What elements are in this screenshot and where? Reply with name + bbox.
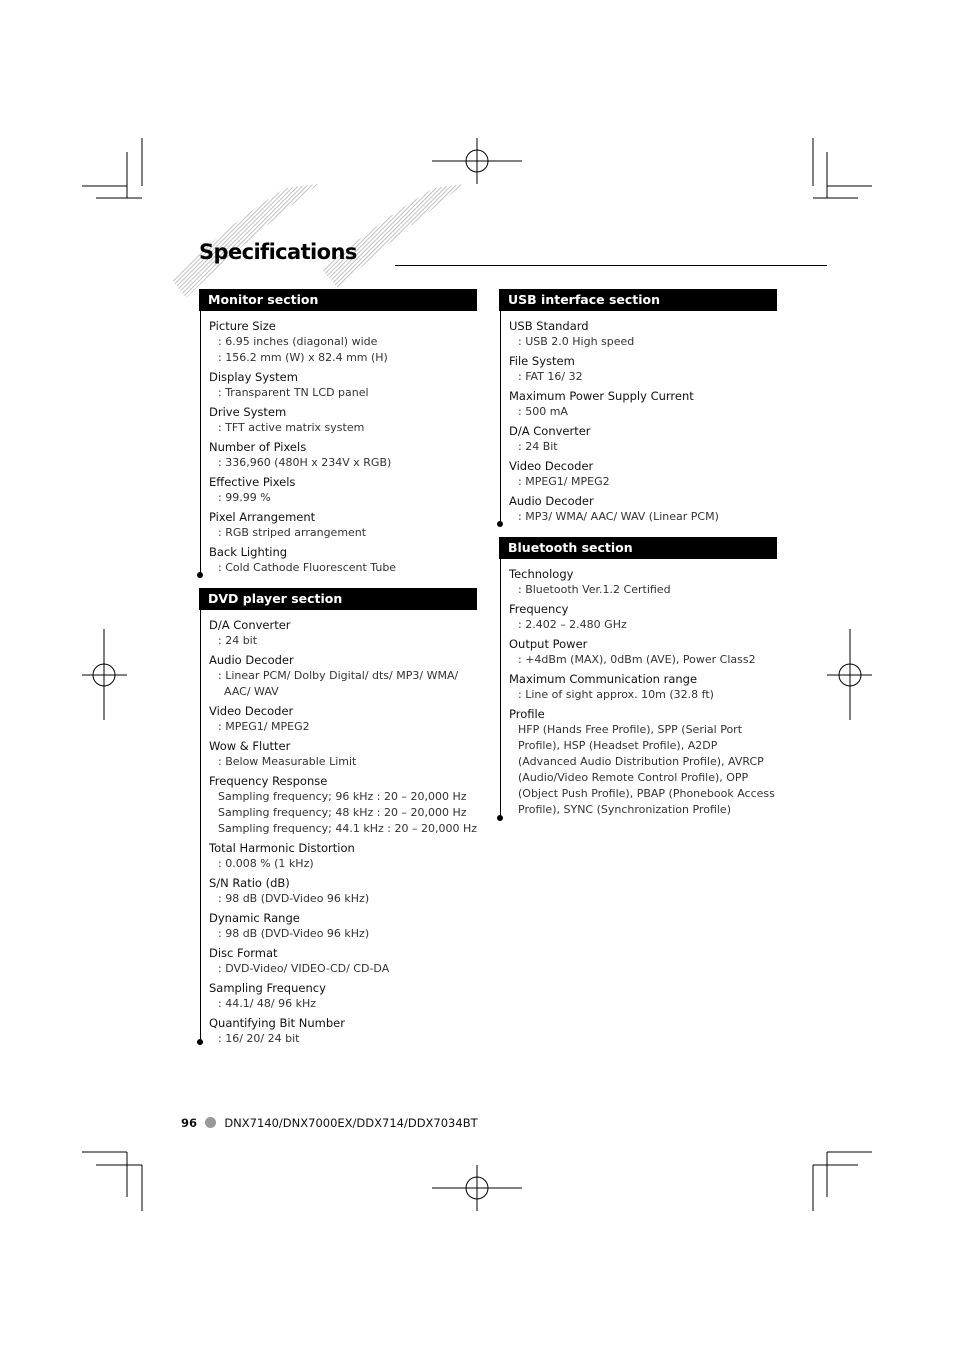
spec-value: : 98 dB (DVD-Video 96 kHz) — [218, 927, 370, 940]
spec-value: Sampling frequency; 48 kHz : 20 – 20,000 Hz — [218, 806, 467, 819]
spec-item — [509, 493, 777, 525]
spec-value: : 24 bit — [218, 634, 258, 647]
spec-item — [209, 773, 477, 837]
spec-value: : Line of sight approx. 10m (32.8 ft) — [518, 688, 714, 701]
spec-label: Technology — [509, 567, 574, 581]
spec-label: Dynamic Range — [209, 911, 300, 925]
spec-label: USB Standard — [509, 319, 589, 333]
spec-label: Pixel Arrangement — [209, 510, 316, 524]
spec-value: : 156.2 mm (W) x 82.4 mm (H) — [218, 351, 388, 364]
spec-value: : FAT 16/ 32 — [518, 370, 583, 383]
spec-item — [509, 458, 777, 490]
spec-item — [209, 703, 477, 735]
section-header: USB interface section — [499, 289, 777, 311]
bluetooth-section — [499, 537, 777, 821]
spec-item — [209, 980, 477, 1012]
spec-value: : USB 2.0 High speed — [518, 335, 635, 348]
section-rule — [200, 610, 201, 1042]
spec-item — [209, 840, 477, 872]
spec-label: S/N Ratio (dB) — [209, 876, 290, 890]
spec-item — [209, 945, 477, 977]
spec-value: : 99.99 % — [218, 491, 271, 504]
section-header: Monitor section — [199, 289, 477, 311]
spec-item — [209, 910, 477, 942]
spec-item — [209, 439, 477, 471]
spec-value: : 44.1/ 48/ 96 kHz — [218, 997, 317, 1010]
monitor-section — [199, 289, 477, 579]
spec-label: Back Lighting — [209, 545, 288, 559]
spec-label: File System — [509, 354, 575, 368]
spec-label: Display System — [209, 370, 298, 384]
spec-label: Output Power — [509, 637, 588, 651]
spec-value: : 16/ 20/ 24 bit — [218, 1032, 300, 1045]
section-rule — [200, 311, 201, 575]
spec-item — [209, 318, 477, 366]
spec-list — [199, 610, 477, 1047]
spec-value: : 2.402 – 2.480 GHz — [518, 618, 627, 631]
spec-value: : Linear PCM/ Dolby Digital/ dts/ MP3/ WMA/ AAC/ WAV — [218, 669, 459, 698]
spec-label: Total Harmonic Distortion — [209, 841, 355, 855]
spec-label: Disc Format — [209, 946, 278, 960]
spec-item — [209, 369, 477, 401]
spec-label: Profile — [509, 707, 545, 721]
spec-item — [509, 353, 777, 385]
spec-item — [209, 617, 477, 649]
section-end-dot — [497, 815, 503, 821]
spec-label: Drive System — [209, 405, 287, 419]
spec-item — [209, 509, 477, 541]
spec-item — [509, 566, 777, 598]
title-rule — [395, 265, 827, 266]
section-header: DVD player section — [199, 588, 477, 610]
spec-label: Effective Pixels — [209, 475, 296, 489]
spec-value: Sampling frequency; 44.1 kHz : 20 – 20,000 Hz — [218, 822, 477, 835]
spec-label: Quantifying Bit Number — [209, 1016, 345, 1030]
spec-list — [199, 311, 477, 576]
spec-label: Video Decoder — [209, 704, 294, 718]
spec-label: Number of Pixels — [209, 440, 307, 454]
spec-value: : TFT active matrix system — [218, 421, 365, 434]
spec-value: : MPEG1/ MPEG2 — [518, 475, 610, 488]
spec-value: : MP3/ WMA/ AAC/ WAV (Linear PCM) — [518, 510, 719, 523]
model-names: DNX7140/DNX7000EX/DDX714/DDX7034BT — [224, 1116, 478, 1130]
spec-value: : DVD-Video/ VIDEO-CD/ CD-DA — [218, 962, 390, 975]
spec-value: : MPEG1/ MPEG2 — [218, 720, 310, 733]
spec-value: : RGB striped arrangement — [218, 526, 367, 539]
bullet-icon — [205, 1117, 216, 1128]
spec-label: Picture Size — [209, 319, 276, 333]
spec-value: : Transparent TN LCD panel — [218, 386, 369, 399]
spec-item — [509, 318, 777, 350]
page-title: Specifications — [199, 240, 357, 264]
section-rule — [500, 559, 501, 817]
spec-list — [499, 311, 777, 525]
spec-label: Frequency — [509, 602, 569, 616]
spec-label: Maximum Communication range — [509, 672, 698, 686]
spec-value: : 500 mA — [518, 405, 568, 418]
section-rule — [500, 311, 501, 524]
spec-label: Wow & Flutter — [209, 739, 291, 753]
page-number: 96 — [181, 1116, 198, 1130]
spec-label: D/A Converter — [209, 618, 291, 632]
section-header: Bluetooth section — [499, 537, 777, 559]
spec-value: : 6.95 inches (diagonal) wide — [218, 335, 378, 348]
section-end-dot — [497, 521, 503, 527]
spec-item — [209, 1015, 477, 1047]
page-footer — [181, 1115, 478, 1131]
spec-value: : +4dBm (MAX), 0dBm (AVE), Power Class2 — [518, 653, 756, 666]
spec-value: : 98 dB (DVD-Video 96 kHz) — [218, 892, 370, 905]
spec-label: Video Decoder — [509, 459, 594, 473]
spec-item — [509, 706, 777, 818]
spec-value: : 24 Bit — [518, 440, 558, 453]
spec-label: Audio Decoder — [209, 653, 294, 667]
spec-item — [509, 388, 777, 420]
spec-label: D/A Converter — [509, 424, 591, 438]
spec-label: Audio Decoder — [509, 494, 594, 508]
spec-item — [509, 671, 777, 703]
spec-label: Sampling Frequency — [209, 981, 326, 995]
spec-label: Maximum Power Supply Current — [509, 389, 694, 403]
spec-item — [509, 601, 777, 633]
spec-item — [509, 423, 777, 455]
section-end-dot — [197, 1039, 203, 1045]
spec-item — [209, 652, 477, 700]
spec-value: : 336,960 (480H x 234V x RGB) — [218, 456, 392, 469]
usb-interface-section — [499, 289, 777, 528]
spec-item — [209, 474, 477, 506]
spec-item — [209, 404, 477, 436]
spec-item — [209, 544, 477, 576]
spec-value: Sampling frequency; 96 kHz : 20 – 20,000 Hz — [218, 790, 467, 803]
dvd-player-section — [199, 588, 477, 1050]
spec-item — [509, 636, 777, 668]
spec-item — [209, 738, 477, 770]
spec-list — [499, 559, 777, 818]
spec-value: : Cold Cathode Fluorescent Tube — [218, 561, 397, 574]
spec-value: HFP (Hands Free Profile), SPP (Serial Port Profile), HSP (Headset Profile), A2DP (Advanced Audio Distribution Profile), AVRCP (Audio/Video Remote Control Profile), OPP (Object Push Profile), PBAP (Phonebook Access Profile), SYNC (Synchronization Profile) — [518, 723, 775, 816]
spec-label: Frequency Response — [209, 774, 328, 788]
section-end-dot — [197, 572, 203, 578]
spec-value: : Bluetooth Ver.1.2 Certified — [518, 583, 671, 596]
spec-value: : Below Measurable Limit — [218, 755, 357, 768]
spec-item — [209, 875, 477, 907]
spec-value: : 0.008 % (1 kHz) — [218, 857, 314, 870]
